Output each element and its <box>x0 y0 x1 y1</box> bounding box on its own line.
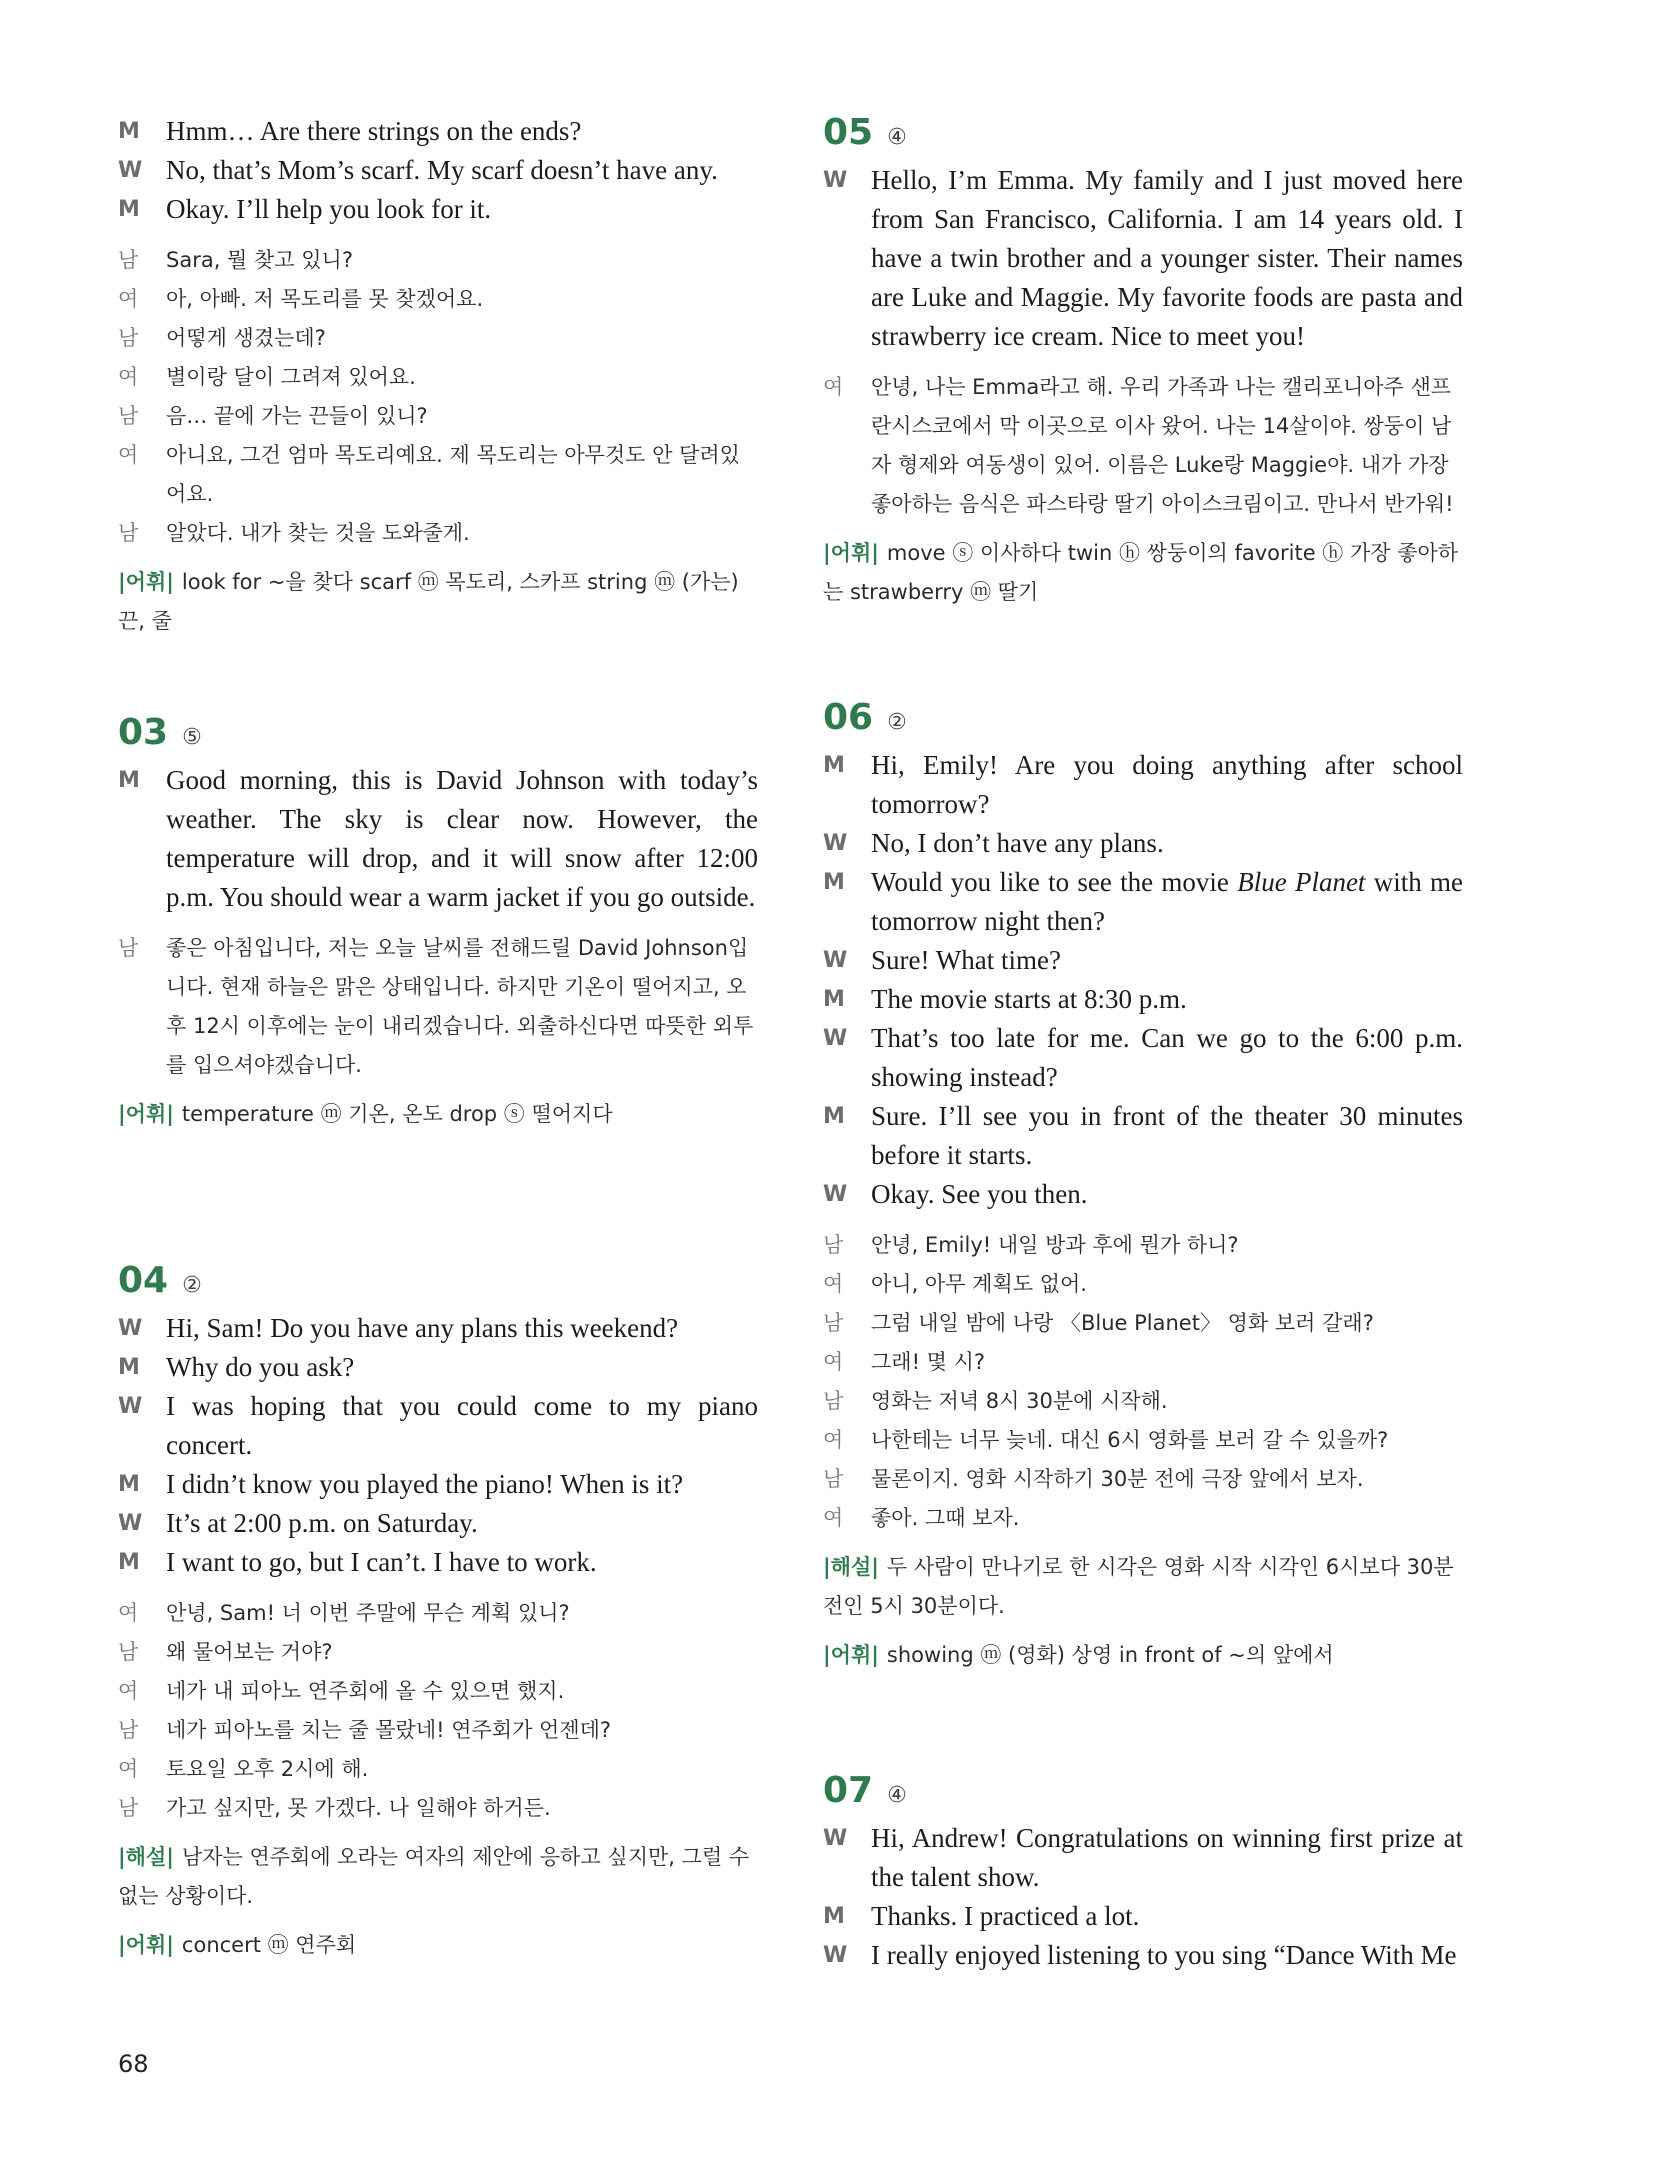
dialogue-line <box>823 746 1463 824</box>
speaker-label: M <box>118 119 140 144</box>
speaker-label: W <box>823 831 848 856</box>
dialogue-text: No, I don’t have any plans. <box>871 828 1164 858</box>
vocab-tag: |어휘| <box>118 1933 174 1957</box>
speaker-label: M <box>118 1550 140 1575</box>
dialogue-kr <box>118 241 758 553</box>
translation-line <box>823 1421 1463 1460</box>
question-header <box>118 1260 758 1301</box>
translation-line <box>118 397 758 436</box>
speaker-label: 여 <box>118 287 139 311</box>
vocab-tag: |어휘| <box>118 1102 174 1126</box>
translation-line <box>118 1672 758 1711</box>
vocab-text: showing ⓜ (영화) 상영 in front of ~의 앞에서 <box>886 1643 1334 1667</box>
speaker-label: 여 <box>118 365 139 389</box>
translation-line <box>118 929 758 1085</box>
translation-line <box>118 1594 758 1633</box>
speaker-label: M <box>823 1104 845 1129</box>
dialogue-line <box>118 1465 758 1504</box>
translation-text: Sara, 뭘 찾고 있니? <box>166 248 353 272</box>
speaker-label: M <box>118 768 140 793</box>
speaker-label: 여 <box>823 1272 844 1296</box>
question-number: 04 <box>118 1260 169 1301</box>
explanation-tag: |해설| <box>118 1845 174 1869</box>
answer-mark: ④ <box>887 1783 907 1808</box>
speaker-label: 여 <box>823 375 844 399</box>
speaker-label: 여 <box>823 1506 844 1530</box>
translation-text: 아, 아빠. 저 목도리를 못 찾겠어요. <box>166 287 484 311</box>
question-07 <box>823 1770 1463 1975</box>
speaker-label: 남 <box>118 1718 139 1742</box>
translation-text: 알았다. 내가 찾는 것을 도와줄게. <box>166 521 470 545</box>
translation-line <box>823 1382 1463 1421</box>
answer-mark: ② <box>887 710 907 735</box>
translation-text: 아니요, 그건 엄마 목도리예요. 제 목도리는 아무것도 안 달려있어요. <box>166 443 740 506</box>
translation-line <box>118 280 758 319</box>
speaker-label: 여 <box>118 443 139 467</box>
translation-text: 아니, 아무 계획도 없어. <box>871 1272 1087 1296</box>
translation-line <box>118 1711 758 1750</box>
dialogue-text: Hello, I’m Emma. My family and I just moved here from San Francisco, California. I am 14 years old. I have a twin brother and a younger sister. Their names are Luke and Maggie. My favorite foods are pasta and strawberry ice cream. Nice to meet you! <box>871 165 1463 351</box>
translation-text: 그래! 몇 시? <box>871 1350 986 1374</box>
dialogue-text: Sure. I’ll see you in front of the theater 30 minutes before it starts. <box>871 1101 1463 1170</box>
translation-line <box>118 241 758 280</box>
speaker-label: W <box>823 1826 848 1851</box>
speaker-label: 여 <box>823 1428 844 1452</box>
dialogue-line <box>118 1543 758 1582</box>
dialogue-line <box>118 1309 758 1348</box>
question-04 <box>118 1260 758 1965</box>
translation-line <box>118 319 758 358</box>
dialogue-line <box>823 1097 1463 1175</box>
dialogue-line <box>823 161 1463 356</box>
dialogue-text: It’s at 2:00 p.m. on Saturday. <box>166 1508 478 1538</box>
translation-text: 네가 내 피아노 연주회에 올 수 있으면 했지. <box>166 1679 565 1703</box>
vocab-tag: |어휘| <box>118 570 174 594</box>
dialogue-text: I really enjoyed listening to you sing “Dance With Me <box>871 1940 1457 1970</box>
dialogue-text: I want to go, but I can’t. I have to work. <box>166 1547 597 1577</box>
translation-text: 좋은 아침입니다, 저는 오늘 날씨를 전해드릴 David Johnson입니다. 현재 하늘은 맑은 상태입니다. 하지만 기온이 떨어지고, 오후 12시 이후에는 눈이 내리겠습니다. 외출하신다면 따뜻한 외투를 입으셔야겠습니다. <box>166 936 754 1077</box>
translation-text: 토요일 오후 2시에 해. <box>166 1757 369 1781</box>
translation-text: 나한테는 너무 늦네. 대신 6시 영화를 보러 갈 수 있을까? <box>871 1428 1389 1452</box>
dialogue-text: The movie starts at 8:30 p.m. <box>871 984 1187 1014</box>
speaker-label: 남 <box>118 1796 139 1820</box>
speaker-label: W <box>823 1026 848 1051</box>
speaker-label: 남 <box>118 404 139 428</box>
speaker-label: W <box>823 1182 848 1207</box>
answer-mark: ② <box>182 1273 202 1298</box>
question-header <box>823 1770 1463 1811</box>
speaker-label: 남 <box>118 326 139 350</box>
dialogue-line <box>823 1175 1463 1214</box>
speaker-label: M <box>823 870 845 895</box>
question-number: 05 <box>823 112 874 153</box>
explanation-text: 두 사람이 만나기로 한 시각은 영화 시작 시각인 6시보다 30분 전인 5시 30분이다. <box>823 1555 1454 1618</box>
translation-line <box>118 1750 758 1789</box>
question-03 <box>118 712 758 1134</box>
dialogue-line <box>823 941 1463 980</box>
dialogue-line <box>118 1387 758 1465</box>
question-header <box>118 712 758 753</box>
speaker-label: W <box>118 1511 143 1536</box>
translation-text: 안녕, 나는 Emma라고 해. 우리 가족과 나는 캘리포니아주 샌프란시스코에서 막 이곳으로 이사 왔어. 나는 14살이야. 쌍둥이 남자 형제와 여동생이 있어. 이름은 Luke랑 Maggie야. 내가 가장 좋아하는 음식은 파스타랑 딸기 아이스크림이고. 만나서 반가워! <box>871 375 1454 516</box>
speaker-label: W <box>823 1943 848 1968</box>
movie-title: Blue Planet <box>1237 867 1366 897</box>
translation-text: 안녕, Sam! 너 이번 주말에 무슨 계획 있니? <box>166 1601 570 1625</box>
dialogue-line <box>118 1504 758 1543</box>
dialogue-line <box>118 112 758 151</box>
vocab-tag: |어휘| <box>823 541 879 565</box>
speaker-label: 여 <box>823 1350 844 1374</box>
speaker-label: M <box>118 1472 140 1497</box>
vocab-text: concert ⓜ 연주회 <box>181 1933 357 1957</box>
translation-text: 왜 물어보는 거야? <box>166 1640 333 1664</box>
vocab-note <box>118 1095 758 1134</box>
translation-text: 음… 끝에 가는 끈들이 있니? <box>166 404 428 428</box>
question-number: 03 <box>118 712 169 753</box>
speaker-label: 여 <box>118 1757 139 1781</box>
dialogue-line <box>118 1348 758 1387</box>
speaker-label: 남 <box>823 1389 844 1413</box>
translation-line <box>823 1460 1463 1499</box>
translation-line <box>118 1789 758 1828</box>
dialogue-text: Hmm… Are there strings on the ends? <box>166 116 582 146</box>
dialogue-text: Hi, Emily! Are you doing anything after school tomorrow? <box>871 750 1463 819</box>
translation-line <box>823 368 1463 524</box>
dialogue-line <box>823 1819 1463 1897</box>
translation-line <box>118 1633 758 1672</box>
dialogue-text: Why do you ask? <box>166 1352 355 1382</box>
dialogue-line <box>118 151 758 190</box>
speaker-label: M <box>118 1355 140 1380</box>
dialogue-line <box>823 863 1463 941</box>
speaker-label: 남 <box>118 936 139 960</box>
translation-line <box>823 1499 1463 1538</box>
dialogue-line <box>118 190 758 229</box>
page-number: 68 <box>118 2050 149 2078</box>
dialogue-text: I didn’t know you played the piano! When is it? <box>166 1469 684 1499</box>
dialogue-text: Good morning, this is David Johnson with today’s weather. The sky is clear now. However, the temperature will drop, and it will snow after 12:00 p.m. You should wear a warm jacket if you go outside. <box>166 765 758 912</box>
speaker-label: 여 <box>118 1679 139 1703</box>
translation-text: 어떻게 생겼는데? <box>166 326 326 350</box>
answer-mark: ⑤ <box>182 725 202 750</box>
speaker-label: 여 <box>118 1601 139 1625</box>
translation-text: 물론이지. 영화 시작하기 30분 전에 극장 앞에서 보자. <box>871 1467 1364 1491</box>
dialogue-line <box>823 980 1463 1019</box>
explanation-note <box>118 1838 758 1916</box>
question-number: 06 <box>823 697 874 738</box>
translation-text: 그럼 내일 밤에 나랑 〈Blue Planet〉 영화 보러 갈래? <box>871 1311 1374 1335</box>
translation-text: 좋아. 그때 보자. <box>871 1506 1020 1530</box>
translation-line <box>118 358 758 397</box>
speaker-label: W <box>118 158 143 183</box>
speaker-label: 남 <box>823 1233 844 1257</box>
translation-text: 안녕, Emily! 내일 방과 후에 뭔가 하니? <box>871 1233 1239 1257</box>
explanation-note <box>823 1548 1463 1626</box>
vocab-note <box>118 1926 758 1965</box>
dialogue-text: Sure! What time? <box>871 945 1061 975</box>
translation-text: 별이랑 달이 그려져 있어요. <box>166 365 416 389</box>
dialogue-line <box>823 1019 1463 1097</box>
speaker-label: 남 <box>823 1311 844 1335</box>
speaker-label: M <box>823 987 845 1012</box>
question-header <box>823 697 1463 738</box>
vocab-tag: |어휘| <box>823 1643 879 1667</box>
translation-text: 네가 피아노를 치는 줄 몰랐네! 연주회가 언젠데? <box>166 1718 612 1742</box>
translation-text: 가고 싶지만, 못 가겠다. 나 일해야 하거든. <box>166 1796 551 1820</box>
dialogue-text: Hi, Andrew! Congratulations on winning first prize at the talent show. <box>871 1823 1463 1892</box>
dialogue-en <box>118 112 758 229</box>
vocab-text: look for ~을 찾다 scarf ⓜ 목도리, 스카프 string ⓜ (가는) 끈, 줄 <box>118 570 739 633</box>
dialogue-text: Okay. See you then. <box>871 1179 1088 1209</box>
dialogue-text <box>871 863 1463 941</box>
dialogue-text: That’s too late for me. Can we go to the 6:00 p.m. showing instead? <box>871 1023 1463 1092</box>
dialogue-line <box>823 1936 1463 1975</box>
explanation-text: 남자는 연주회에 오라는 여자의 제안에 응하고 싶지만, 그럴 수 없는 상황이다. <box>118 1845 750 1908</box>
dialogue-text: No, that’s Mom’s scarf. My scarf doesn’t have any. <box>166 155 718 185</box>
speaker-label: 남 <box>118 248 139 272</box>
translation-line <box>823 1265 1463 1304</box>
speaker-label: W <box>118 1394 143 1419</box>
speaker-label: 남 <box>118 1640 139 1664</box>
vocab-note <box>118 563 758 641</box>
dialogue-text: Okay. I’ll help you look for it. <box>166 194 492 224</box>
speaker-label: M <box>823 1904 845 1929</box>
dialogue-line <box>823 1897 1463 1936</box>
answer-mark: ④ <box>887 125 907 150</box>
speaker-label: W <box>118 1316 143 1341</box>
translation-line <box>823 1304 1463 1343</box>
speaker-label: 남 <box>823 1467 844 1491</box>
vocab-text: move ⓢ 이사하다 twin ⓗ 쌍둥이의 favorite ⓗ 가장 좋아하는 strawberry ⓜ 딸기 <box>823 541 1459 604</box>
translation-line <box>823 1343 1463 1382</box>
question-header <box>823 112 1463 153</box>
speaker-label: M <box>823 753 845 778</box>
question-02-continuation <box>118 112 758 641</box>
dialogue-text: I was hoping that you could come to my piano concert. <box>166 1391 758 1460</box>
translation-line <box>823 1226 1463 1265</box>
translation-line <box>118 514 758 553</box>
question-05 <box>823 112 1463 612</box>
speaker-label: 남 <box>118 521 139 545</box>
speaker-label: W <box>823 948 848 973</box>
explanation-tag: |해설| <box>823 1555 879 1579</box>
question-06 <box>823 697 1463 1675</box>
question-number: 07 <box>823 1770 874 1811</box>
vocab-note <box>823 534 1463 612</box>
dialogue-line <box>118 761 758 917</box>
vocab-note <box>823 1636 1463 1675</box>
dialogue-text-part: with me tomorrow night then? <box>871 867 1463 936</box>
dialogue-line <box>823 824 1463 863</box>
dialogue-text: Hi, Sam! Do you have any plans this weekend? <box>166 1313 679 1343</box>
speaker-label: W <box>823 168 848 193</box>
vocab-text: temperature ⓜ 기온, 온도 drop ⓢ 떨어지다 <box>181 1102 613 1126</box>
translation-line <box>118 436 758 514</box>
dialogue-text-part: Would you like to see the movie <box>871 867 1238 897</box>
speaker-label: M <box>118 197 140 222</box>
translation-text: 영화는 저녁 8시 30분에 시작해. <box>871 1389 1168 1413</box>
dialogue-text: Thanks. I practiced a lot. <box>871 1901 1140 1931</box>
